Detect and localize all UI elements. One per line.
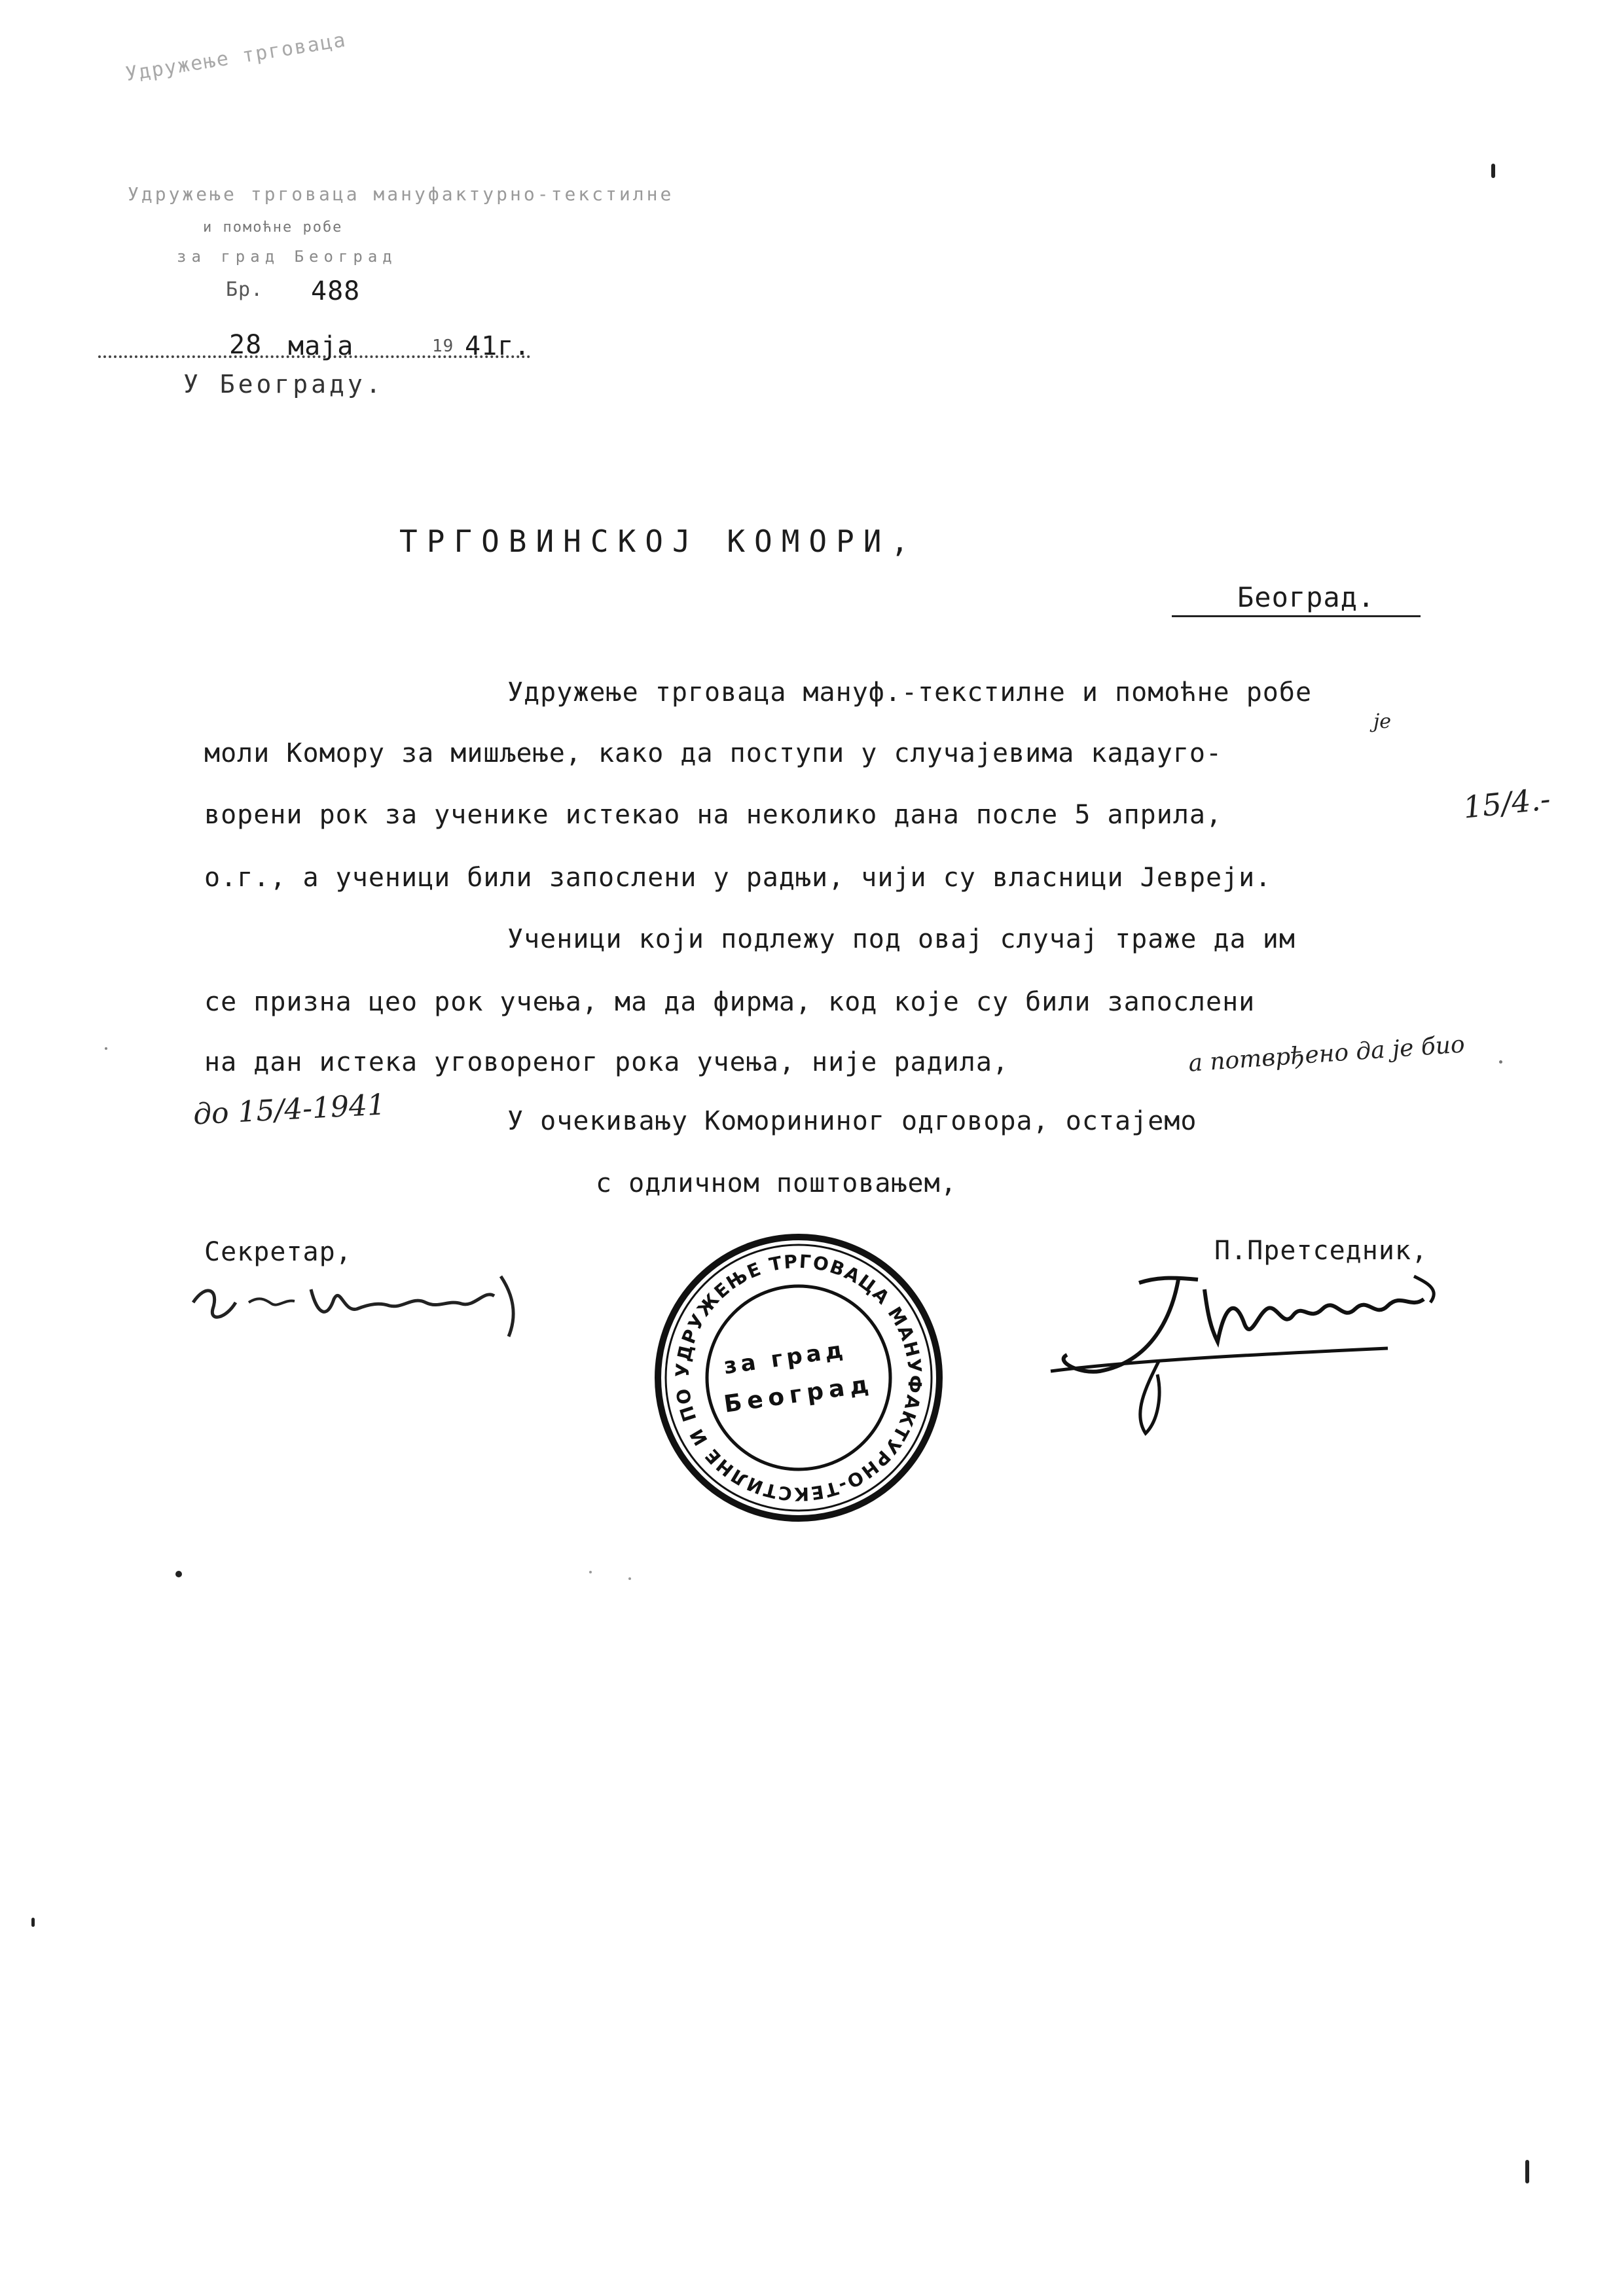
handwritten-date-insert: 15/4.-: [1461, 781, 1552, 825]
stamp-org-line-4: за град Београд: [177, 247, 397, 266]
document-number-prefix: Бр.: [226, 278, 264, 301]
body-p1-line1: Удружење трговаца мануф.-текстилне и помоћне робе: [507, 677, 1313, 708]
document-number: 488: [311, 276, 361, 306]
body-p1-line2-a: моли Комору за мишљење, како да поступи у случајевима када: [204, 738, 1157, 768]
scan-speck: [105, 1047, 107, 1050]
scan-speck: [31, 1918, 35, 1927]
secretary-signature-scribble: [187, 1263, 527, 1342]
scan-speck: [175, 1571, 182, 1577]
scan-speck: [1491, 164, 1495, 178]
date-month: маја: [288, 331, 354, 361]
scan-speck: [589, 1571, 592, 1573]
addressee-city: Београд.: [1237, 581, 1375, 613]
body-p1-line2: [204, 738, 1222, 768]
date-year-prefix: 19: [432, 336, 454, 356]
body-p1-line2-b: уго-: [1156, 738, 1223, 768]
body-p2-line1: Ученици који подлежу под овај случај траже да им: [507, 924, 1296, 954]
president-label: П.Претседник,: [1214, 1236, 1428, 1266]
date-line: [98, 330, 531, 361]
body-p2-line2: се призна цео рок учења, ма да фирма, код које су били запослени: [204, 987, 1256, 1017]
scan-speck: [1525, 2160, 1529, 2183]
scan-speck: [1499, 1060, 1502, 1064]
seal-inner-line1: за град: [722, 1336, 848, 1380]
secretary-signature-text: [187, 1263, 191, 1264]
place-line: У Београду.: [183, 370, 384, 399]
president-signature-text: [1047, 1263, 1053, 1264]
secretary-label: Секретар,: [204, 1237, 352, 1267]
addressee-city-block: [1172, 581, 1421, 620]
body-p2-line3: на дан истека уговореног рока учења, није радила,: [204, 1047, 1009, 1077]
body-p1-line4: о.г., а ученици били запослени у радњи, чији су власници Јевреји.: [204, 863, 1272, 893]
seal-inner-line2: Београд: [722, 1371, 876, 1418]
handwritten-insert-je: је: [1373, 710, 1392, 733]
stamp-org-line-2: Удружење трговаца мануфактурно-текстилне: [128, 183, 674, 205]
scan-speck: [628, 1577, 631, 1580]
secretary-signature: [187, 1263, 527, 1342]
official-seal: [651, 1230, 946, 1525]
stamp-org-line-1: Удружење трговаца: [124, 28, 348, 86]
date-year-suffix: 41г.: [465, 331, 531, 361]
stamp-org-line-3: и помоћне робе: [203, 219, 343, 236]
handwritten-note-until-date: до 15/4-1941: [192, 1088, 387, 1132]
handwritten-note-confirmed: а потврђено да је био: [1187, 1031, 1466, 1077]
body-p1-line3: ворени рок за ученике истекао на неколико дана после 5 априла,: [204, 800, 1223, 830]
addressee-name: ТРГОВИНСКОЈ КОМОРИ,: [399, 524, 918, 559]
date-day: 28: [229, 330, 263, 360]
president-signature: [1047, 1263, 1479, 1446]
body-p3-line2: с одличном поштовањем,: [596, 1168, 957, 1198]
body-p3-line1: У очекивању Коморининог одговора, остајемо: [507, 1106, 1197, 1136]
president-signature-scribble: [1047, 1263, 1479, 1446]
addressee-underline: [1172, 615, 1421, 617]
seal-ring-text: УДРУЖЕЊЕ ТРГОВАЦА МАНУФАКТУРНО-ТЕКСТИЛНЕ И ПО: [671, 1250, 926, 1505]
seal-graphic: [651, 1230, 946, 1525]
